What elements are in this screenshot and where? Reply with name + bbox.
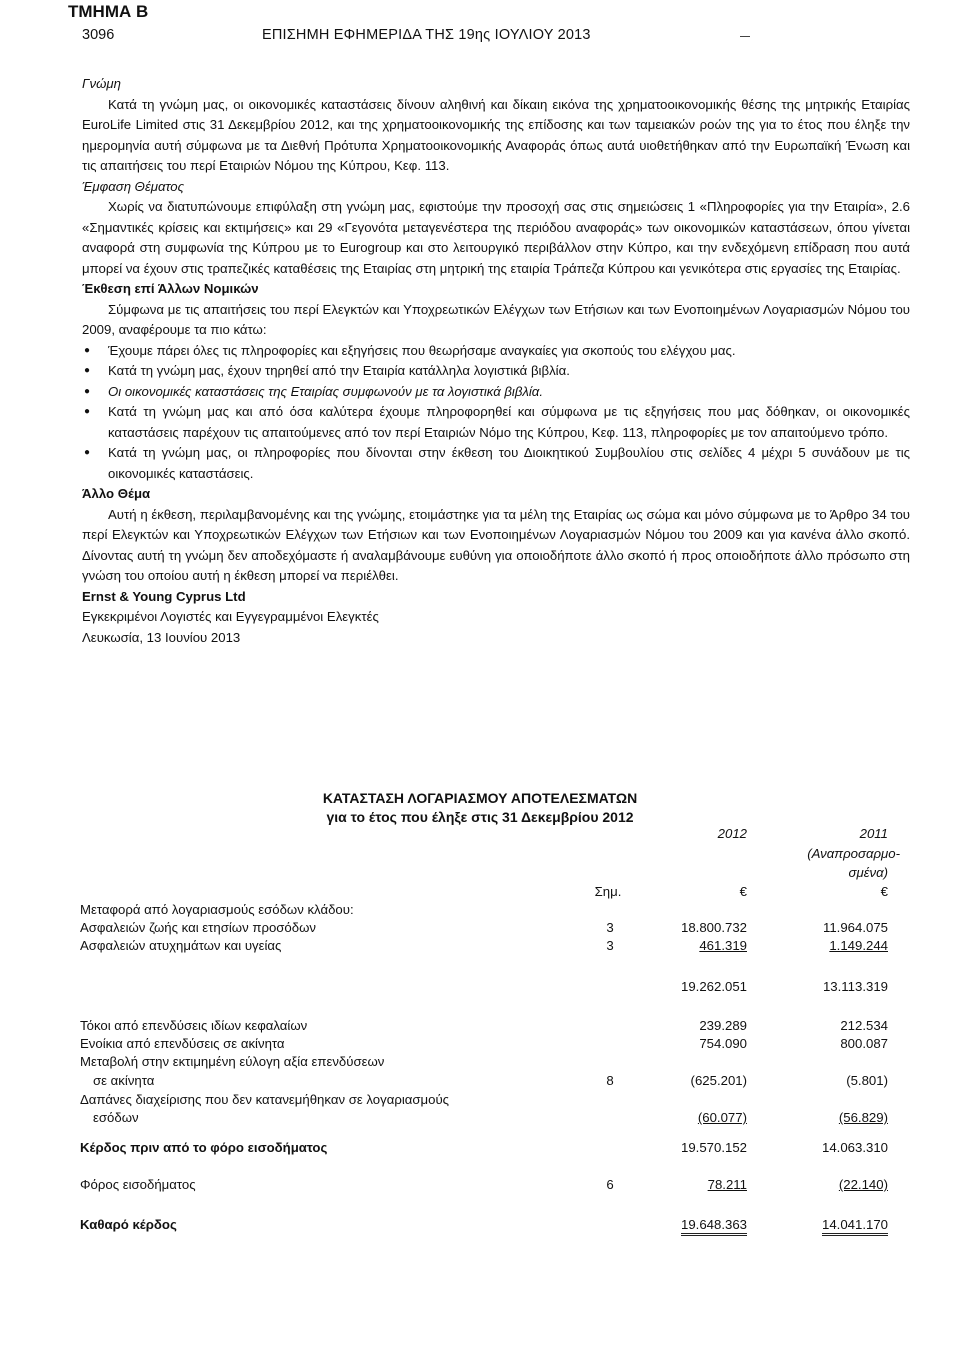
section-tag: ΤΜΗΜΑ Β bbox=[68, 2, 149, 21]
auditor-report bbox=[82, 74, 910, 648]
list-item: ● Έχουμε πάρει όλες τις πληροφορίες και εξηγήσεις που θεωρήσαμε αναγκαίες για σκοπούς του ελέγχου μας. bbox=[82, 341, 910, 362]
bullet-icon: ● bbox=[84, 365, 91, 376]
other-matter-text: Αυτή η έκθεση, περιλαμβανομένης και της γνώμης, ετοιμάστηκε για τα μέλη της Εταιρίας ως σώμα και μόνο σύμφωνα με το Άρθρο 34 του περί Ελεγκτών και Υποχρεωτικών Ελέγχων των Ετήσιων και των Ενοποιημένων Λογαριασμών Νόμου του 2009 και για κανένα άλλο σκοπό. Δίνοντας αυτή τη γνώμη δεν αποδεχόμαστε ή αναλαμβάνουμε ευθύνη για οποιοδήποτε άλλο σκοπό ή προς οποιοδήποτε άλλο πρόσωπο στη γνώση του οποίου αυτή η έκθεση μπορεί να περιέλθει. bbox=[82, 506, 910, 583]
table-row: Δαπάνες διαχείρισης που δεν κατανεμήθηκαν σε λογαριασμούς bbox=[80, 1092, 450, 1107]
statement-subtitle: για το έτος που έληξε στις 31 Δεκεμβρίου 2012 bbox=[326, 809, 634, 825]
col-2012-header: 2012 bbox=[717, 826, 747, 841]
opinion-heading: Γνώμη bbox=[82, 76, 121, 91]
page-number: 3096 bbox=[82, 27, 115, 43]
col-2011-restated-b: σμένα) bbox=[848, 865, 888, 880]
opinion-text: Κατά τη γνώμη μας, οι οικονομικές καταστάσεις δίνουν αληθινή και δίκαιη εικόνα της χρηματοοικονομικής θέσης της μητρικής Εταιρίας EuroLife Limited στις 31 Δεκεμβρίου 2012, και της χρηματοοικονομικής της επίδοσης και των ταμειακών ροών της για το έτος που έληξε την ημερομηνία αυτή σύμφωνα με τα Διεθνή Πρότυπα Χρηματοοικονομικής Αναφοράς όπως αυτά υιοθετήθηκαν από την Ευρωπαϊκή Ένωση και τις απαιτήσεις του περί Εταιριών Νόμου της Κύπρου, Κεφ. 113. bbox=[82, 96, 910, 173]
table-row: Μεταφορά από λογαριασμούς εσόδων κλάδου: bbox=[80, 902, 354, 917]
emphasis-heading: Έμφαση Θέματος bbox=[82, 178, 184, 194]
list-item: ● Οι οικονομικές καταστάσεις της Εταιρίας συμφωνούν με τα λογιστικά βιβλία. bbox=[82, 382, 910, 403]
table-row: Ενοίκια από επενδύσεις σε ακίνητα 754.090 800.087 bbox=[80, 1036, 888, 1051]
statement-title: ΚΑΤΑΣΤΑΣΗ ΛΟΓΑΡΙΑΣΜΟΥ ΑΠΟΤΕΛΕΣΜΑΤΩΝ bbox=[322, 790, 638, 806]
table-row: σε ακίνητα 8 (625.201) (5.801) bbox=[93, 1073, 888, 1088]
list-item: ● Κατά τη γνώμη μας, οι πληροφορίες που δίνονται στην έκθεση του Διοικητικού Συμβουλίου στις σελίδες 4 μέχρι 5 συνάδουν με τις οικονομικές καταστάσεις. bbox=[84, 445, 910, 481]
table-row: Τόκοι από επενδύσεις ιδίων κεφαλαίων 239.289 212.534 bbox=[80, 1018, 888, 1033]
gazette-title: ΕΠΙΣΗΜΗ ΕΦΗΜΕΡΙΔΑ ΤΗΣ 19ης ΙΟΥΛΙΟΥ 2013 bbox=[262, 27, 591, 43]
bullet-icon: ● bbox=[84, 447, 91, 458]
list-item: ● Κατά τη γνώμη μας, έχουν τηρηθεί από την Εταιρία κατάλληλα λογιστικά βιβλία. bbox=[82, 361, 910, 382]
signature-title: Εγκεκριμένοι Λογιστές και Εγγεγραμμένοι Ελεγκτές bbox=[82, 609, 379, 624]
note-header: Σημ. bbox=[594, 884, 622, 899]
bullet-icon: ● bbox=[84, 344, 91, 356]
table-row-subtotal: 19.262.051 13.113.319 bbox=[680, 979, 888, 994]
col-2011-restated-a: (Αναπροσαρμο- bbox=[807, 846, 900, 861]
table-row-profit-before-tax: Κέρδος πριν από το φόρο εισοδήματος 19.570.152 14.063.310 bbox=[80, 1140, 888, 1155]
table-row: Ασφαλειών ατυχημάτων και υγείας 3 461.319 1.149.244 bbox=[80, 938, 888, 953]
table-row: Φόρος εισοδήματος 6 78.211 (22.140) bbox=[80, 1177, 888, 1192]
currency-2012: € bbox=[739, 884, 747, 899]
bullet-icon: ● bbox=[84, 406, 91, 417]
table-row: εσόδων (60.077) (56.829) bbox=[93, 1110, 888, 1125]
signature-place-date: Λευκωσία, 13 Ιουνίου 2013 bbox=[82, 629, 241, 645]
bullet-icon: ● bbox=[84, 385, 91, 397]
divider bbox=[740, 36, 750, 37]
legal-heading: Έκθεση επί Άλλων Νομικών bbox=[82, 281, 259, 296]
col-2011-header: 2011 bbox=[859, 826, 888, 841]
legal-bullet-list bbox=[82, 341, 910, 485]
list-item: ● Κατά τη γνώμη μας και από όσα καλύτερα έχουμε πληροφορηθεί και σύμφωνα με τις εξηγήσεις που μας δόθηκαν, οι οικονομικές καταστάσεις παρέχουν τις απαιτούμενες από τον περί Εταιριών Νόμο της Κύπρου, Κεφ. 113, πληροφορίες με τον απαιτούμενο τρόπο. bbox=[84, 404, 910, 440]
table-row: Ασφαλειών ζωής και ετησίων προσόδων 3 18.800.732 11.964.075 bbox=[80, 920, 888, 935]
income-statement-table bbox=[80, 822, 900, 1242]
signature-firm: Ernst & Young Cyprus Ltd bbox=[82, 588, 246, 604]
table-row-net-profit: Καθαρό κέρδος 19.648.363 14.041.170 bbox=[80, 1217, 900, 1237]
legal-intro: Σύμφωνα με τις απαιτήσεις του περί Ελεγκτών και Υποχρεωτικών Ελέγχων των Ετήσιων και των Ενοποιημένων Λογαριασμών Νόμου του 2009, αναφέρουμε τα πιο κάτω: bbox=[82, 301, 910, 337]
emphasis-text: Χωρίς να διατυπώνουμε επιφύλαξη στη γνώμη μας, εφιστούμε την προσοχή σας στις σημειώσεις 1 «Πληροφορίες για την Εταιρία», 2.6 «Σημαντικές κρίσεις και εκτιμήσεις» και 29 «Γεγονότα μεταγενέστερα της περιόδου αναφοράς» των οικονομικών καταστάσεων, όπου γίνεται αναφορά στη συμφωνία της Κύπρου με το Eurogroup και στο λειτουργικό περιβάλλον στην Κύπρο, και την ενδεχόμενη επίδραση που αυτά μπορεί να έχουν στις τραπεζικές καταθέσεις της Εταιρίας στη μητρική της εταιρία Τράπεζα Κύπρου και γενικότερα στις εργασίες της Εταιρίας. bbox=[82, 199, 910, 276]
other-matter-heading: Άλλο Θέμα bbox=[82, 486, 151, 501]
currency-2011: € bbox=[880, 884, 888, 899]
table-row: Μεταβολή στην εκτιμημένη εύλογη αξία επενδύσεων bbox=[80, 1054, 385, 1069]
